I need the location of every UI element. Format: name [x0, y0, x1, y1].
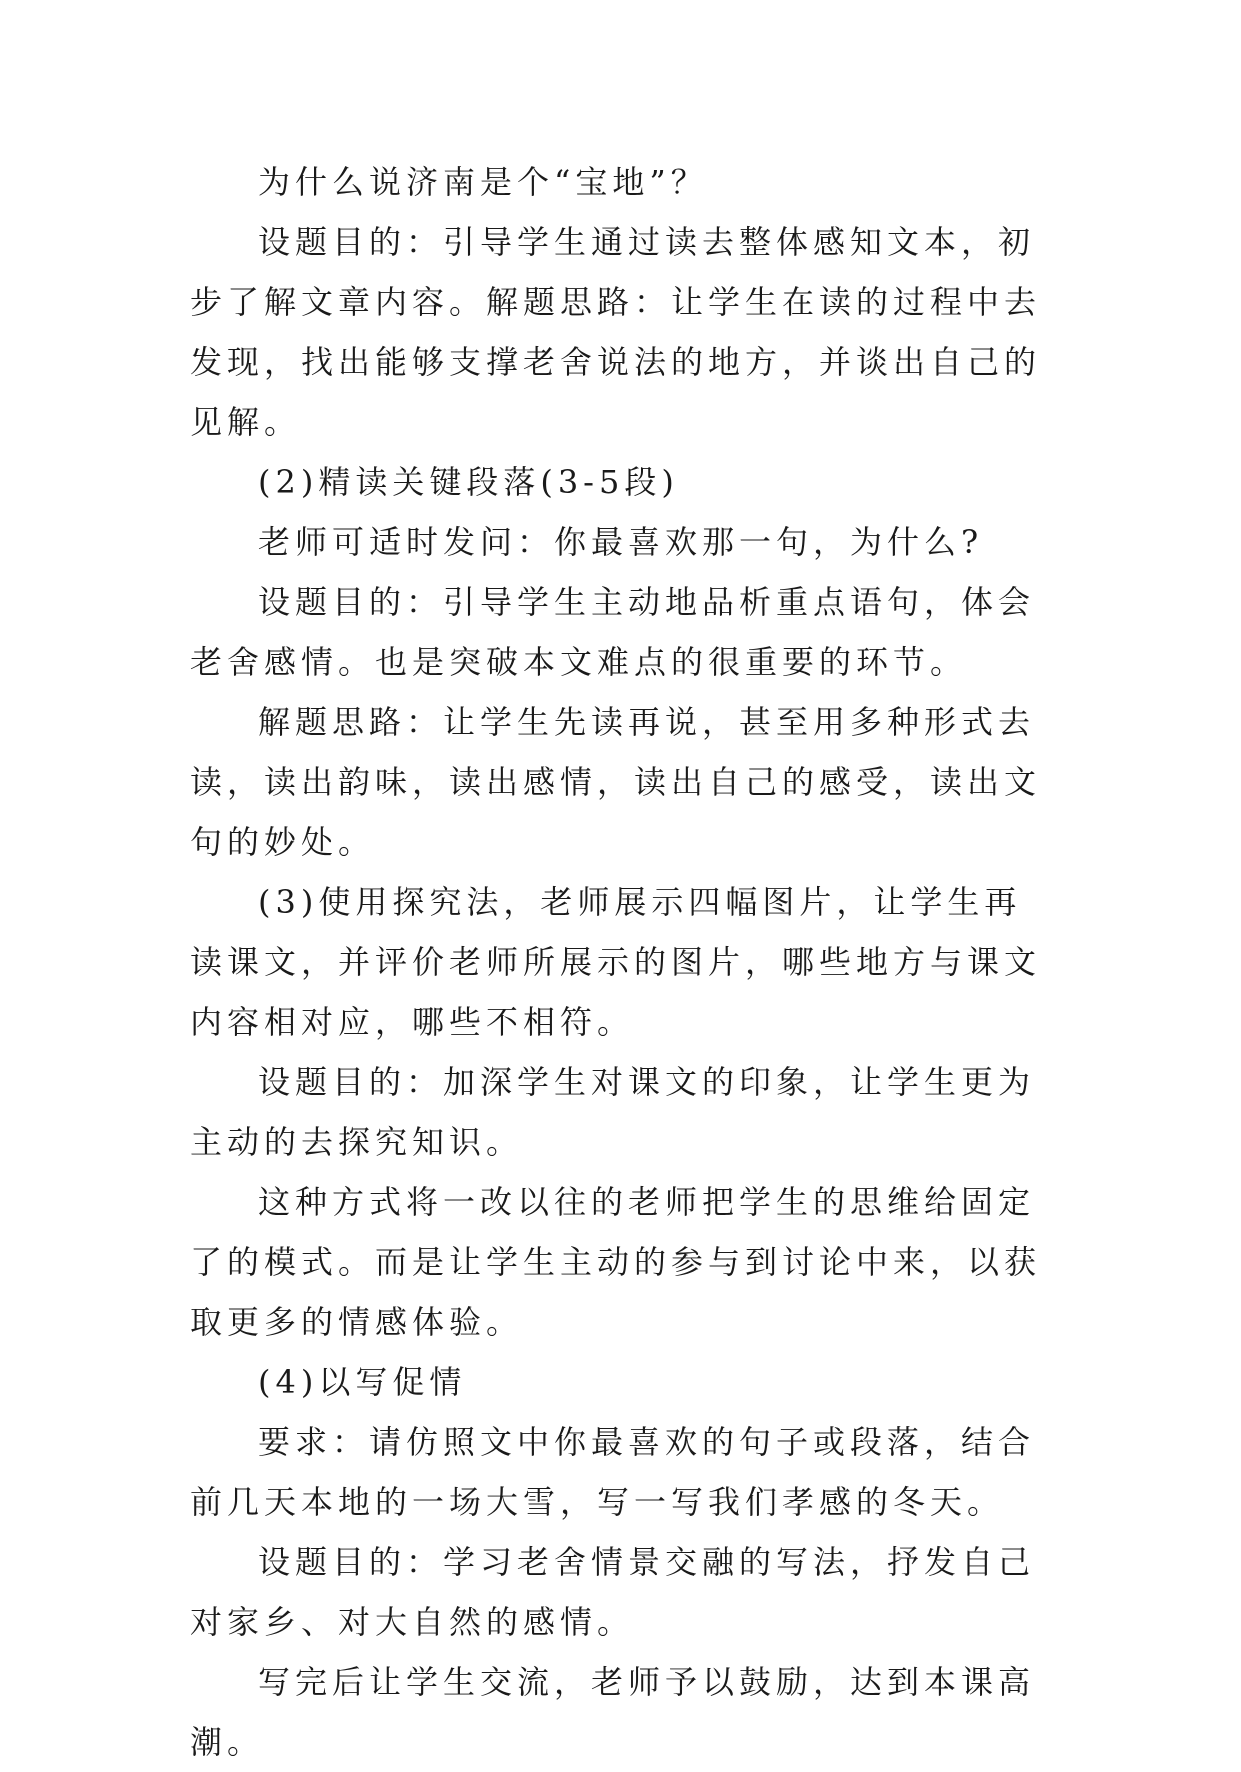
document-page	[190, 152, 1050, 1772]
paragraph: 老师可适时发问：你最喜欢那一句，为什么?	[258, 523, 984, 561]
paragraph: (4)以写促情	[258, 1363, 467, 1401]
paragraph: 设题目的：引导学生主动地品析重点语句，体会老舍感情。也是突破本文难点的很重要的环节。	[190, 583, 1036, 681]
paragraph: 设题目的：引导学生通过读去整体感知文本，初步了解文章内容。解题思路：让学生在读的过程中去发现，找出能够支撑老舍说法的地方，并谈出自己的见解。	[190, 223, 1042, 441]
paragraph: 设题目的：学习老舍情景交融的写法，抒发自己对家乡、对大自然的感情。	[190, 1543, 1036, 1641]
paragraph: 设题目的：加深学生对课文的印象，让学生更为主动的去探究知识。	[190, 1063, 1036, 1161]
paragraph: 写完后让学生交流，老师予以鼓励，达到本课高潮。	[190, 1663, 1036, 1761]
paragraph: 这种方式将一改以往的老师把学生的思维给固定了的模式。而是让学生主动的参与到讨论中来，以获取更多的情感体验。	[190, 1183, 1042, 1341]
paragraph: 解题思路：让学生先读再说，甚至用多种形式去读，读出韵味，读出感情，读出自己的感受，读出文句的妙处。	[190, 703, 1042, 861]
paragraph: 为什么说济南是个“宝地”？	[258, 163, 708, 201]
paragraph: (2)精读关键段落(3-5段)	[258, 463, 679, 501]
paragraph: (3)使用探究法，老师展示四幅图片，让学生再读课文，并评价老师所展示的图片，哪些地方与课文内容相对应，哪些不相符。	[190, 883, 1042, 1041]
paragraph: 要求：请仿照文中你最喜欢的句子或段落，结合前几天本地的一场大雪，写一写我们孝感的冬天。	[190, 1423, 1036, 1521]
